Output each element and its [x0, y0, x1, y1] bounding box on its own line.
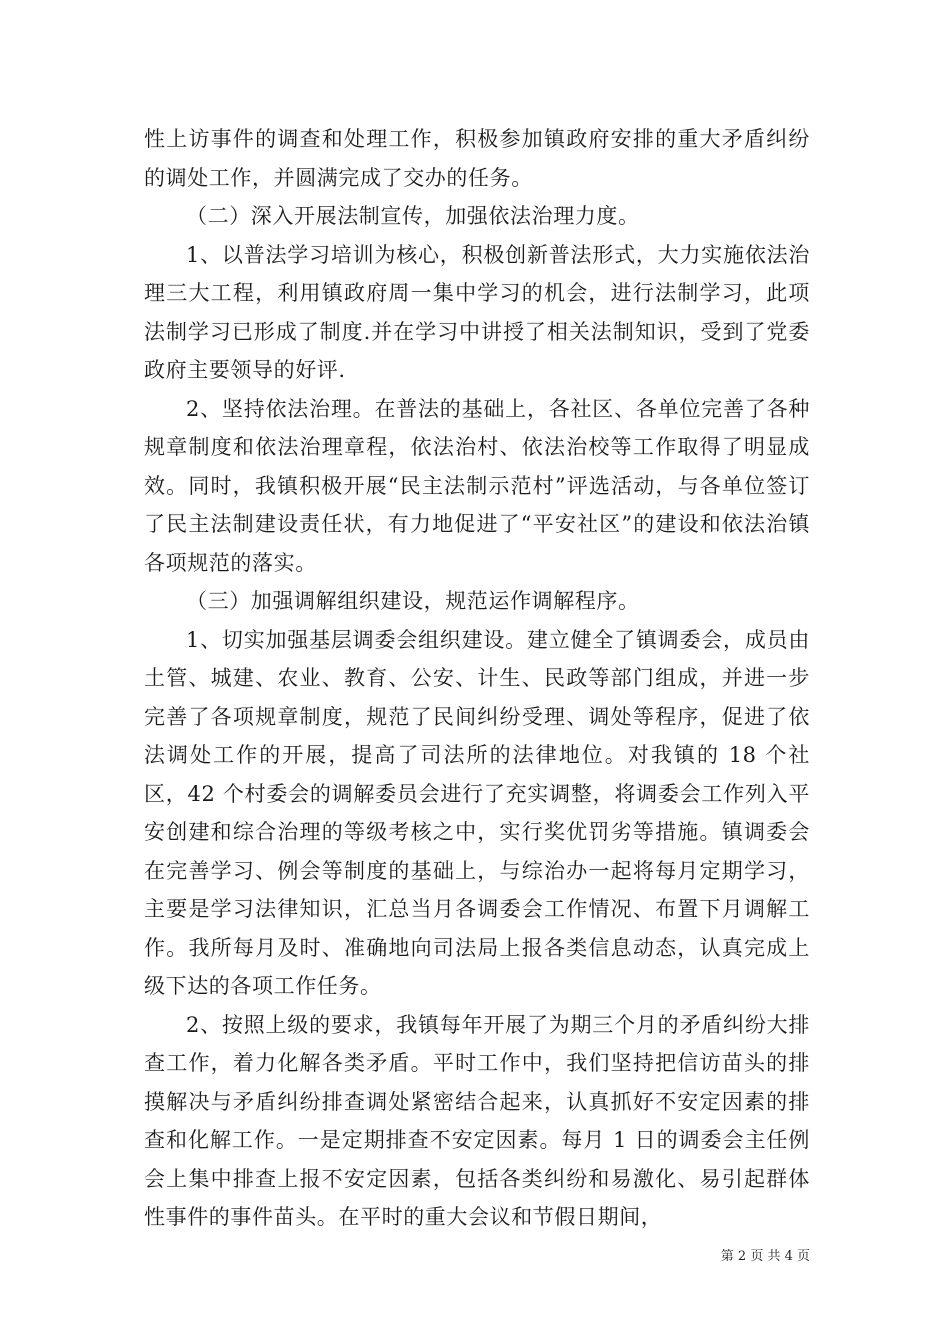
paragraph-rule-of-law: 2、坚持依法治理。在普法的基础上，各社区、各单位完善了各种规章制度和依法治理章程，依法治村、依法治校等工作取得了明显成效。同时，我镇积极开展“民主法制示范村”评选活动，与各单位签订了民主法制建设责任状，有力地促进了“平安社区”的建设和依法治镇各项规范的落实。 — [144, 396, 810, 575]
section-heading-3: （三）加强调解组织建设，规范运作调解程序。 — [186, 589, 640, 613]
paragraph-mediation-org: 1、切实加强基层调委会组织建设。建立健全了镇调委会，成员由土管、城建、农业、教育、公安、计生、民政等部门组成，并进一步完善了各项规章制度，规范了民间纠纷受理、调处等程序，促进了依法调处工作的开展，提高了司法所的法律地位。对我镇的 18 个社区，42 个村委会的调解委员会进行了充实调整，将调委会工作列入平安创建和综合治理的等级考核之中，实行奖优罚劣等措施。镇调委会在完善学习、例会等制度的基础上，与综治办一起将每月定期学习，主要是学习法律知识，汇总当月各调委会工作情况、布置下月调解工作。我所每月及时、准确地向司法局上报各类信息动态，认真完成上级下达的各项工作任务。 — [144, 627, 810, 998]
paragraph-dispute-screening: 2、按照上级的要求，我镇每年开展了为期三个月的矛盾纠纷大排查工作，着力化解各类矛盾。平时工作中，我们坚持把信访苗头的排摸解决与矛盾纠纷排查调处紧密结合起来，认真抓好不安定因素的排查和化解工作。一是定期排查不安定因素。每月 1 日的调委会主任例会上集中排查上报不安定因素，包括各类纠纷和易激化、易引起群体性事件的事件苗头。在平时的重大会议和节假日期间， — [144, 1012, 810, 1229]
paragraph-continuation: 性上访事件的调查和处理工作，积极参加镇政府安排的重大矛盾纠纷的调处工作，并圆满完成了交办的任务。 — [144, 127, 810, 190]
document-body — [144, 120, 810, 1237]
page-number-footer: 第 2 页 共 4 页 — [720, 1249, 810, 1264]
section-heading-2: （二）深入开展法制宣传，加强依法治理力度。 — [186, 204, 640, 228]
paragraph-legal-study: 1、以普法学习培训为核心，积极创新普法形式，大力实施依法治理三大工程，利用镇政府周一集中学习的机会，进行法制学习，此项法制学习已形成了制度.并在学习中讲授了相关法制知识，受到了党委政府主要领导的好评. — [144, 242, 810, 382]
